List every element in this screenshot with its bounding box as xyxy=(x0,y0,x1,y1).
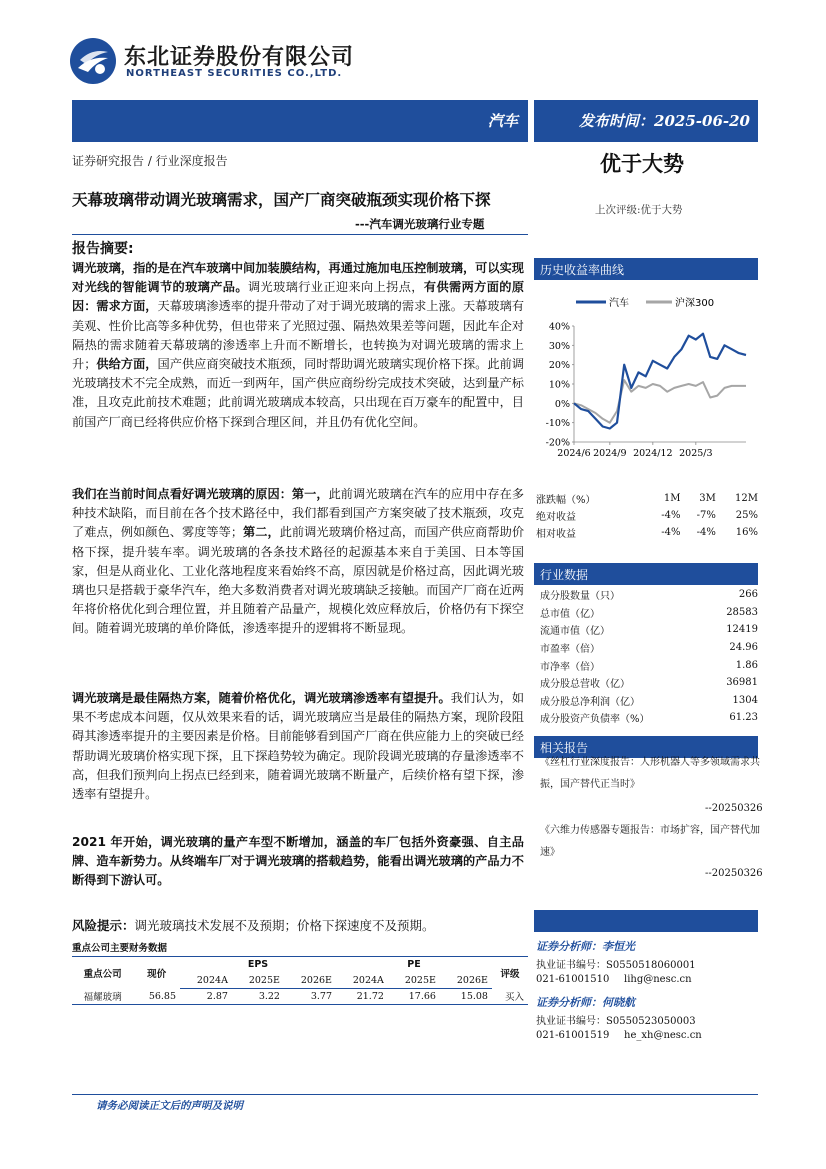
related-report-date: --20250326 xyxy=(705,868,763,879)
summary-paragraph-3 xyxy=(72,689,524,804)
header-pe: PE xyxy=(336,957,492,973)
perf-header-cell: 1M xyxy=(663,493,681,504)
previous-rating: 上次评级:优于大势 xyxy=(595,204,683,216)
footer-disclaimer: 请务必阅读正文后的声明及说明 xyxy=(96,1100,243,1112)
ind-label: 市盈率（倍） xyxy=(540,644,600,656)
x-tick-label: 2024/9 xyxy=(593,448,627,459)
rating: 优于大势 xyxy=(600,152,684,176)
analyst-section-header xyxy=(534,910,758,932)
p1-text-b: 有供需两方面的原因：需求方面， xyxy=(72,280,525,314)
report-subtitle: ---汽车调光玻璃行业专题 xyxy=(355,217,485,231)
y-tick-label: -20% xyxy=(545,437,570,449)
year-cell: 2026E xyxy=(440,973,492,989)
p4-text: 2021 年开始，调光玻璃的量产车型不断增加，涵盖的车厂包括外资豪强、自主品牌、造车新势力。从终端车厂对于调光玻璃的搭载趋势，能看出调光玻璃的产品力不断得到下游认可。 xyxy=(72,835,524,888)
table-row xyxy=(540,604,758,622)
risk-text: 调光玻璃技术发展不及预期；价格下探速度不及预期。 xyxy=(134,918,435,933)
industry-data-header: 行业数据 xyxy=(534,563,758,585)
y-tick-label: 20% xyxy=(548,360,570,372)
perf-cell: -4% xyxy=(661,527,681,538)
header-company: 重点公司 xyxy=(72,957,133,989)
ind-label: 流通市值（亿） xyxy=(540,626,610,638)
related-reports-header: 相关报告 xyxy=(534,736,758,758)
date-band xyxy=(534,100,758,142)
table-row xyxy=(536,507,758,524)
legend-label-hs300: 沪深300 xyxy=(675,298,715,309)
company-name-cn: 东北证券股份有限公司 xyxy=(124,45,355,70)
year-cell: 2024A xyxy=(336,973,388,989)
year-cell: 2025E xyxy=(388,973,440,989)
logo-emblem-icon xyxy=(70,38,116,84)
company-cell: 福耀玻璃 xyxy=(72,989,133,1005)
risk-warning xyxy=(72,916,435,934)
industry-label: 汽车 xyxy=(487,112,518,130)
y-tick-label: 30% xyxy=(548,340,570,352)
table-row xyxy=(540,692,758,710)
legend-label-auto: 汽车 xyxy=(609,298,629,309)
year-cell: 2024A xyxy=(180,973,232,989)
summary-paragraph-1 xyxy=(72,259,524,432)
analyst-name: 证券分析师：李恒光 xyxy=(536,940,635,953)
p1-text-d: 供给方面， xyxy=(96,357,158,372)
value-cell: 15.08 xyxy=(440,989,492,1005)
p1-lead: 调光玻璃，指的是在汽车玻璃中间加装膜结构，再通过施加电压控制玻璃，可以实现对光线的智能调节的玻璃产品。 xyxy=(72,261,524,295)
history-return-chart xyxy=(534,282,758,466)
footer-divider xyxy=(72,1094,758,1095)
p1-text-a: 调光玻璃行业正迎来向上拐点， xyxy=(247,280,424,295)
header-rating: 评级 xyxy=(492,957,528,989)
value-cell: 21.72 xyxy=(336,989,388,1005)
value-cell: 17.66 xyxy=(388,989,440,1005)
ind-value: 61.23 xyxy=(729,712,758,724)
p2-text-a: 我们在当前时间点看好调光玻璃的原因：第一， xyxy=(72,487,329,501)
x-tick-label: 2025/3 xyxy=(679,448,713,459)
industry-band xyxy=(72,100,528,142)
ind-label: 成分股总营收（亿） xyxy=(540,679,630,691)
fin-table-caption: 重点公司主要财务数据 xyxy=(72,943,168,954)
summary-paragraph-4 xyxy=(72,833,524,891)
analyst-email[interactable]: he_xh@nesc.cn xyxy=(624,1030,702,1041)
perf-cell: -7% xyxy=(696,510,716,521)
related-report-date: --20250326 xyxy=(705,803,763,814)
ind-value: 28583 xyxy=(726,606,758,618)
p2-text-d: 此前调光玻璃价格过高，而国产供应商帮助价格下探，提升装车率。调光玻璃的各条技术路径的起源基本来自于美国、日本等国家，但是从商业化、工业化落地程度来看始终不高，原因就是价格过高，因此调光玻璃也只是搭载于豪华汽车，绝大多数消费者对调光玻璃缺乏接触。而国产厂商在近两年将价格优化到合理位置，并且随着产品量产，规模化效应释放后，价格仍有下探空间。随着调光玻璃的单价降低，渗透率提升的逻辑将不断显现。 xyxy=(72,525,525,636)
p2-text-b: 此前调光玻璃在汽车的应用中存在多种技术缺陷，而目前在各个技术路径中，我们都看到国产方案突破了技术瓶颈，攻克了难点，例如颜色、雾度等等； xyxy=(72,487,525,540)
analyst-cert: 执业证书编号：S0550523050003 xyxy=(536,1016,696,1027)
x-tick-label: 2024/6 xyxy=(557,448,591,459)
p3-text-a: 调光玻璃是最佳隔热方案，随着价格优化，调光玻璃渗透率有望提升。 xyxy=(72,691,451,705)
p2-text-c: 第二， xyxy=(243,525,280,540)
ind-label: 成分股资产负债率（%） xyxy=(540,714,650,726)
perf-cell: -4% xyxy=(661,510,681,521)
history-chart-header: 历史收益率曲线 xyxy=(534,258,758,280)
x-tick-label: 2024/12 xyxy=(633,448,673,459)
table-row xyxy=(540,586,758,604)
p1-text-c: 天幕玻璃渗透率的提升带动了对于调光玻璃的需求上涨。天幕玻璃有美观、性价比高等多种优势，但也带来了光照过强、隔热效果差等问题，因此车企对隔热的需求随着天幕玻璃的渗透率上升而不断增长，也转换为对调光玻璃的需求上升； xyxy=(72,299,525,372)
summary-heading: 报告摘要: xyxy=(72,241,134,257)
ind-label: 总市值（亿） xyxy=(540,608,600,620)
related-report-link[interactable]: 《丝杠行业深度报告：人形机器人等多领域需求共振，国产替代正当时》 xyxy=(540,757,760,790)
analyst-email[interactable]: lihg@nesc.cn xyxy=(624,974,692,985)
ind-value: 1.86 xyxy=(735,659,758,671)
header-price: 现价 xyxy=(133,957,180,989)
table-row xyxy=(540,674,758,692)
ind-value: 1304 xyxy=(732,694,758,706)
ind-label: 成分股总净利润（亿） xyxy=(540,696,640,708)
ind-value: 266 xyxy=(738,589,758,601)
table-row xyxy=(540,709,758,727)
p1-text-e: 国产供应商突破技术瓶颈，同时帮助调光玻璃实现价格下探。此前调光玻璃技术不完全成熟，而近一到两年，国产供应商纷纷完成技术突破，达到量产标准，且攻克此前技术难题；此前调光玻璃成本较高，只出现在百万豪车的配置中，目前国产厂商已经将供应价格下探到合理区间，并且仍有优化空间。 xyxy=(72,357,525,429)
value-cell: 3.77 xyxy=(284,989,336,1005)
ind-label: 市净率（倍） xyxy=(540,661,600,673)
ind-value: 24.96 xyxy=(729,642,758,654)
y-tick-label: -10% xyxy=(545,418,570,430)
risk-label: 风险提示： xyxy=(72,918,135,933)
perf-cell: 相对收益 xyxy=(536,529,576,540)
report-title: 天幕玻璃带动调光玻璃需求，国产厂商突破瓶颈实现价格下探 xyxy=(72,191,491,209)
value-cell: 3.22 xyxy=(232,989,284,1005)
title-divider xyxy=(72,234,528,235)
breadcrumb: 证券研究报告 / 行业深度报告 xyxy=(72,154,228,168)
chart-legend xyxy=(576,296,714,309)
company-name-en: NORTHEAST SECURITIES CO.,LTD. xyxy=(126,68,343,79)
industry-data-table xyxy=(540,586,758,727)
perf-cell: -4% xyxy=(696,527,716,538)
perf-cell: 25% xyxy=(735,510,758,521)
ind-label: 成分股数量（只） xyxy=(540,591,620,603)
analyst-phone: 021-61001519 xyxy=(536,1030,610,1041)
ind-value: 12419 xyxy=(726,624,758,636)
table-row xyxy=(540,639,758,657)
table-row xyxy=(540,621,758,639)
y-tick-label: 40% xyxy=(548,321,570,333)
year-cell: 2026E xyxy=(284,973,336,989)
value-cell: 2.87 xyxy=(180,989,232,1005)
y-tick-label: 10% xyxy=(548,379,570,391)
series-line-auto xyxy=(574,334,746,429)
perf-header-cell: 3M xyxy=(699,493,716,504)
p3-text-b: 我们认为，如果不考虑成本问题，仅从效果来看的话，调光玻璃应当是最佳的隔热方案，现阶段阻碍其渗透率提升的主要因素是价格。目前能够看到国产厂商在供应能力上的突破已经帮助调光玻璃价格实现下探，且下探趋势较为确定。现阶段调光玻璃的存量渗透率不高，但我们预判向上拐点已经到来，随着调光玻璃不断量产，后续价格有望下探，渗透率有望提升。 xyxy=(72,691,525,802)
table-row xyxy=(540,656,758,674)
analyst-name: 证券分析师：何晓航 xyxy=(536,996,635,1009)
table-row xyxy=(536,524,758,541)
company-logo xyxy=(70,36,390,88)
analyst-cert: 执业证书编号：S0550518060001 xyxy=(536,960,696,971)
y-tick-label: 0% xyxy=(554,398,570,410)
table-row xyxy=(72,989,528,1005)
perf-header-cell: 涨跌幅（%） xyxy=(536,495,596,506)
perf-cell: 16% xyxy=(735,527,758,538)
ind-value: 36981 xyxy=(726,677,758,689)
series-line-hs300 xyxy=(574,380,746,423)
header-eps: EPS xyxy=(180,957,336,973)
summary-paragraph-2 xyxy=(72,485,524,639)
financial-table xyxy=(72,956,528,1005)
year-cell: 2025E xyxy=(232,973,284,989)
analyst-phone: 021-61001510 xyxy=(536,974,610,985)
perf-cell: 绝对收益 xyxy=(536,512,576,523)
performance-table xyxy=(536,490,758,541)
price-cell: 56.85 xyxy=(133,989,180,1005)
perf-header-cell: 12M xyxy=(735,493,758,504)
rating-cell: 买入 xyxy=(492,989,528,1005)
publish-date: 发布时间：2025-06-20 xyxy=(579,112,750,130)
related-report-link[interactable]: 《六维力传感器专题报告：市场扩容，国产替代加速》 xyxy=(540,825,760,858)
